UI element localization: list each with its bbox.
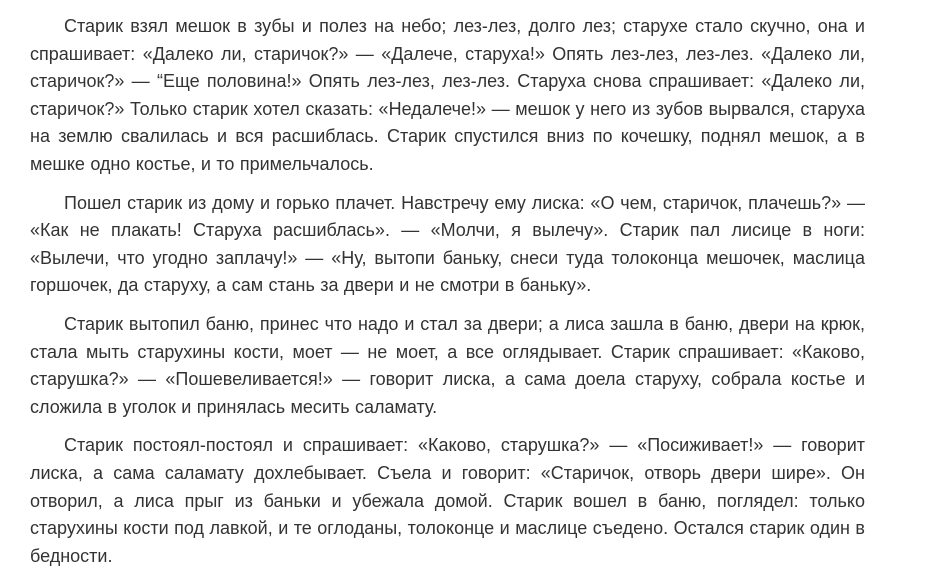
article-body <box>30 13 865 581</box>
paragraph: Старик взял мешок в зубы и полез на небо; лез-лез, долго лез; старухе стало скучно, она и спрашивает: «Далеко ли, старичок?» — «Далече, старуха!» Опять лез-лез, лез-лез. «Далеко ли, старичок?» — “Еще половина!» Опять лез-лез, лез-лез. Старуха снова спрашивает: «Далеко ли, старичок?» Только старик хотел сказать: «Недалече!» — мешок у него из зубов вырвался, старуха на землю свалилась и вся расшиблась. Старик спустился вниз по кочешку, поднял мешок, а в мешке одно костье, и то примельчалось. <box>30 16 865 174</box>
paragraph: Старик постоял-постоял и спрашивает: «Каково, старушка?» — «Посиживает!» — говорит лиска, а сама саламату дохлебывает. Съела и говорит: «Старичок, отворь двери шире». Он отворил, а лиса прыг из баньки и убежала домой. Старик вошел в баню, поглядел: только старухины кости под лавкой, и те оглоданы, толоконце и маслице съедено. Остался старик один в бедности. <box>30 435 865 566</box>
paragraph: Старик вытопил баню, принес что надо и стал за двери; а лиса зашла в баню, двери на крюк, стала мыть старухины кости, моет — не моет, а все оглядывает. Старик спрашивает: «Каково, старушка?» — «Пошевеливается!» — говорит лиска, а сама доела старуху, собрала костье и сложила в уголок и принялась месить саламату. <box>30 313 865 417</box>
paragraph: Пошел старик из дому и горько плачет. Навстречу ему лиска: «О чем, старичок, плачешь?» — «Как не плакать! Старуха расшиблась». — «Молчи, я вылечу». Старик пал лисице в ноги: «Вылечи, что угодно заплачу!» — «Ну, вытопи баньку, снеси туда толоконца мешочек, маслица горшочек, да старуху, а сам стань за двери и не смотри в баньку». <box>30 192 865 296</box>
